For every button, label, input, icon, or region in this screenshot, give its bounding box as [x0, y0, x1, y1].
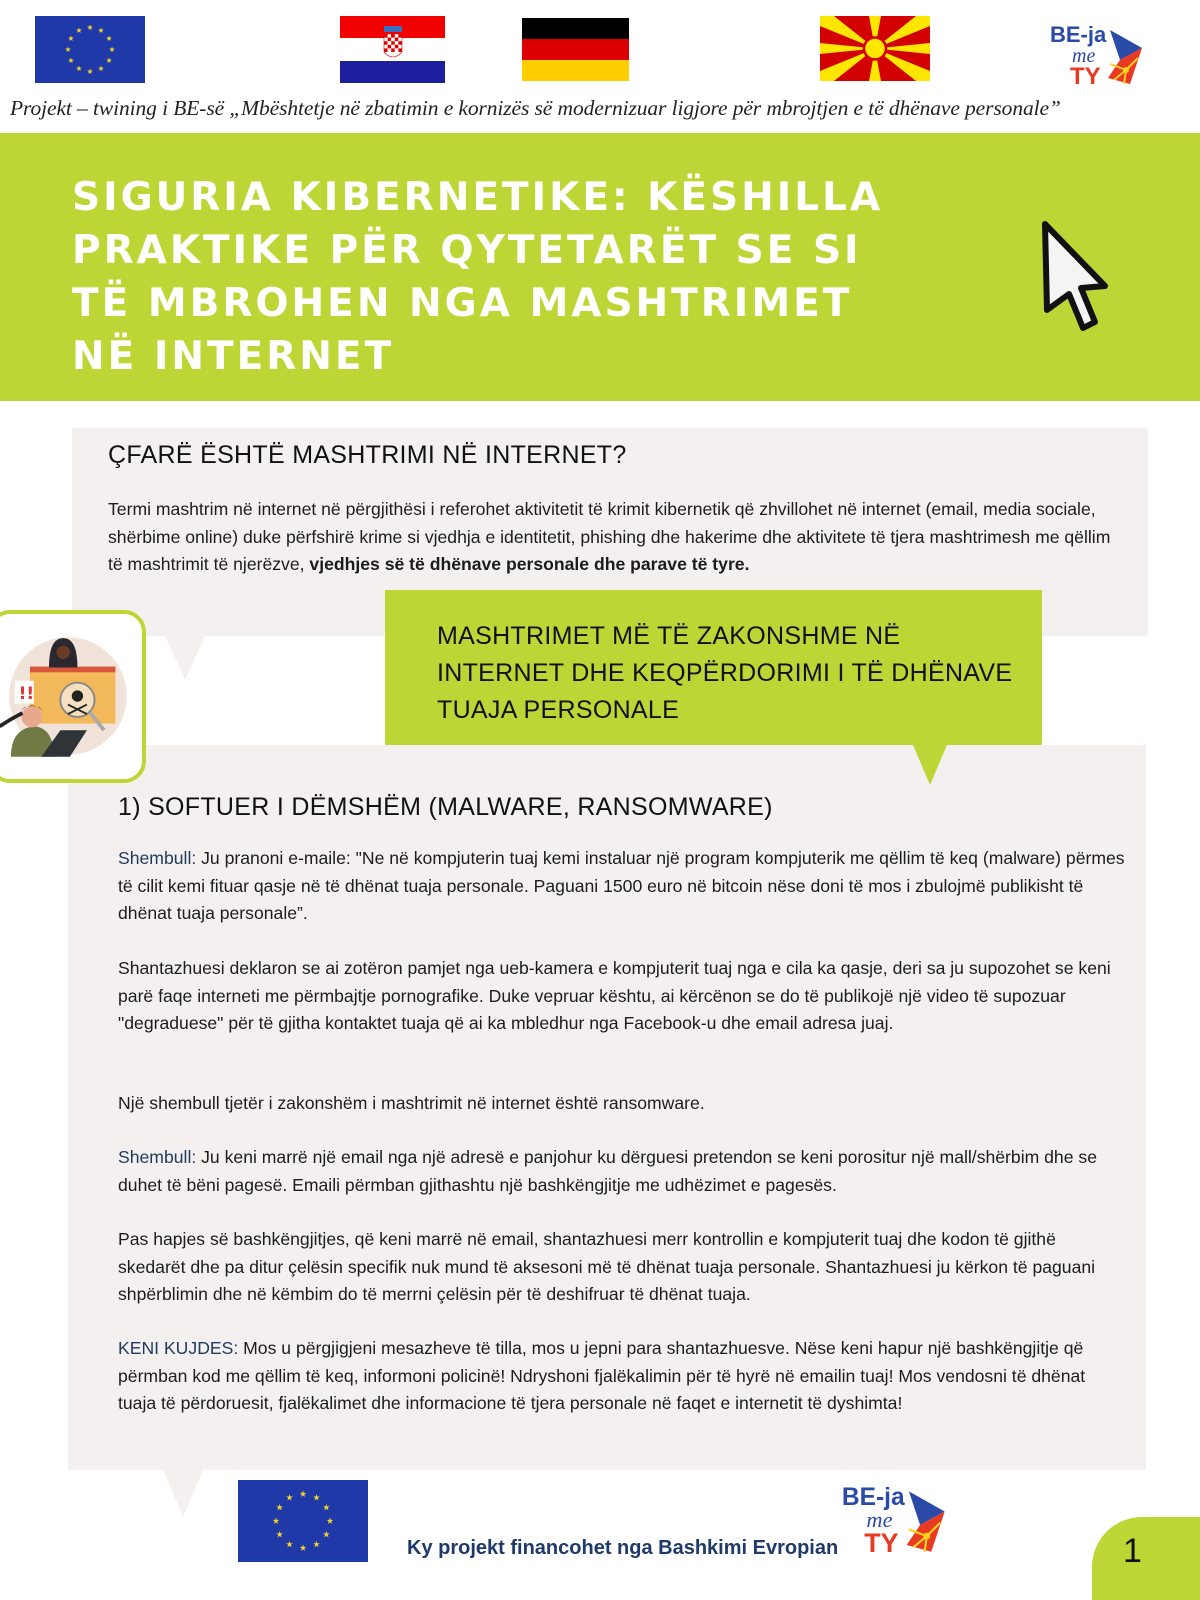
hacker-illustration — [0, 610, 146, 783]
body-text: Termi mashtrim në internet në përgjithësi i referohet aktivitetit të krimit kibernetik që zhvillohet në internet (email, media sociale, shërbime online) duke përfshirë krime si vjedhja e identitetit, phishing dhe hakerime dhe aktivitete të tjera mashtrimesh me qëllim të mashtrimit të njerëzve, — [108, 499, 1111, 574]
callout-title — [437, 618, 1037, 729]
paragraph — [118, 1090, 1128, 1118]
callout-line: TUAJA PERSONALE — [437, 696, 680, 724]
common-frauds-callout — [385, 590, 1042, 745]
title-line: NË INTERNET — [72, 334, 395, 379]
title-line: PRAKTIKE PËR QYTETARËT SE SI — [72, 228, 862, 273]
title-banner — [0, 133, 1200, 401]
project-subtitle: Projekt – twining i BE-së „Mbështetje në zbatimin e kornizës së modernizuar ligjore për mbrojtjen e të dhënave personale” — [10, 96, 1061, 120]
svg-text:BE-ja: BE-ja — [841, 1483, 905, 1511]
title-line: TË MBROHEN NGA MASHTRIMET — [72, 281, 853, 326]
speech-bubble-tail — [163, 1470, 203, 1517]
paragraph-text: Mos u përgjigjeni mesazheve të tilla, mos u jepni para shantazhuesve. Nëse keni hapur një bashkëngjitje që përmban kod me qëllim të keq, informoni policinë! Ndryshoni fjalëkalimin për të hyrë në emailin tuaj! Mos vendosni të dhënat tuaja të përdoruesit, fjalëkalimet dhe informacione të tjera personale në faqet e internetit të dyshimta! — [118, 1338, 1086, 1413]
section-malware — [68, 745, 1146, 1470]
warning-paragraph — [118, 1335, 1128, 1418]
paragraph-text: Ju pranoni e-maile: "Ne në kompjuterin tuaj kemi instaluar një program kompjuterik me qëllim të keq (malware) përmes të cilit kemi fituar qasje në të dhënat tuaja personale. Paguani 1500 euro në bitcoin nëse doni të mos i zbulojmë publikisht të dhënat tuaja personale”. — [118, 848, 1125, 923]
svg-text:me: me — [866, 1507, 893, 1533]
paragraph-text: Një shembull tjetër i zakonshëm i mashtrimit në internet është ransomware. — [118, 1093, 705, 1113]
germany-flag-icon — [522, 18, 629, 81]
eu-flag-icon — [35, 16, 145, 83]
title-line: SIGURIA KIBERNETIKE: KËSHILLA — [72, 175, 884, 220]
paragraph-text: Pas hapjes së bashkëngjitjes, që keni marrë në email, shantazhuesi merr kontrollin e kompjuterit tuaj dhe kodon të gjithë skedarët dhe pa ditur çelësin specifik nuk mund të aksesoni më të dhënat tuaja personale. Shantazhuesi ju kërkon të paguani shpërblimin dhe në këmbim do të merrni çelësin për të deshifruar të dhënat tuaja. — [118, 1229, 1096, 1304]
paragraph — [118, 955, 1128, 1038]
north-macedonia-flag-icon — [820, 16, 930, 81]
page-title — [72, 171, 972, 383]
page-number: 1 — [1123, 1532, 1142, 1570]
be-ja-me-ty-logo — [838, 1478, 953, 1554]
warning-label: KENI KUJDES: — [118, 1338, 239, 1358]
svg-text:me: me — [1072, 45, 1096, 67]
eu-flag-icon — [238, 1480, 368, 1562]
svg-text:!!: !! — [18, 683, 35, 704]
svg-text:TY: TY — [1070, 63, 1101, 86]
paragraph-text: Ju keni marrë një email nga një adresë e panjohur ku dërguesi pretendon se keni porositur një mall/shërbim dhe se duhet të bëni pagesë. Emaili përmban gjithashtu një bashkëngjitje me udhëzimet e pagesës. — [118, 1147, 1097, 1195]
section-body — [108, 496, 1128, 579]
paragraph — [118, 845, 1128, 928]
be-ja-me-ty-logo — [1048, 18, 1148, 86]
paragraph — [118, 1144, 1128, 1199]
example-label: Shembull: — [118, 848, 197, 868]
callout-line: MASHTRIMET MË TË ZAKONSHME NË — [437, 622, 901, 650]
paragraph-text: Shantazhuesi deklaron se ai zotëron pamjet nga ueb-kamera e kompjuterit tuaj nga e cila ka qasje, deri sa ju supozohet se keni parë faqe interneti me përmbajtje pornografike. Duke vepruar kështu, ai kërcënon se do të publikojë një video të supozuar "degraduese" për të gjitha kontaktet tuaja që ai ka mbledhur nga Facebook-u dhe email adresa juaj. — [118, 958, 1111, 1033]
section-heading: 1) SOFTUER I DËMSHËM (MALWARE, RANSOMWARE) — [118, 793, 773, 821]
page-number-tab — [1092, 1517, 1200, 1600]
svg-text:TY: TY — [864, 1527, 899, 1554]
paragraph — [118, 1226, 1128, 1309]
mouse-cursor-icon — [1035, 218, 1115, 333]
section-heading: ÇFARË ËSHTË MASHTRIMI NË INTERNET? — [108, 441, 627, 469]
callout-line: INTERNET DHE KEQPËRDORIMI I TË DHËNAVE — [437, 659, 1013, 687]
example-label: Shembull: — [118, 1147, 197, 1167]
svg-text:BE-ja: BE-ja — [1050, 22, 1107, 47]
croatia-flag-icon — [340, 16, 445, 83]
callout-tail — [913, 745, 947, 785]
body-text-emphasis: vjedhjes së të dhënave personale dhe parave të tyre. — [309, 554, 750, 574]
speech-bubble-tail — [165, 636, 205, 680]
funding-statement: Ky projekt financohet nga Bashkimi Evropian — [407, 1537, 839, 1559]
